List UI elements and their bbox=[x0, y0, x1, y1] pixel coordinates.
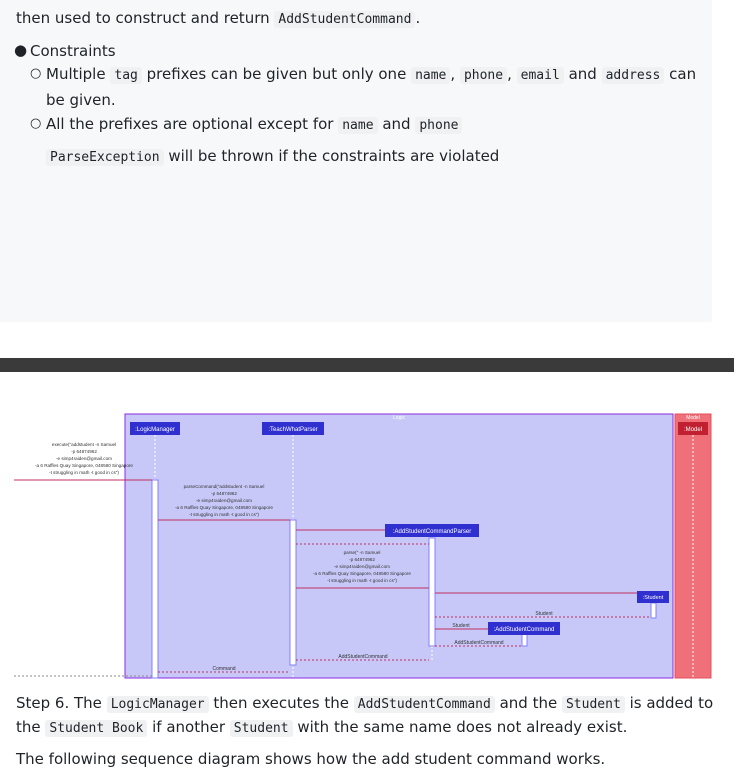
student-label: :Student bbox=[642, 595, 664, 601]
message-line: -e simp4raiden@gmail.com bbox=[334, 564, 390, 569]
text: then executes the bbox=[213, 694, 349, 712]
message-line: -a 6 Raffles Quay Singapore, 048580 Singapore bbox=[35, 463, 133, 468]
message-line: -p 64874962 bbox=[211, 491, 237, 496]
inline-code: name bbox=[411, 67, 450, 84]
text: then used to construct and return bbox=[16, 9, 270, 27]
text: prefixes can be given but only one bbox=[146, 65, 407, 83]
text: All the prefixes are optional except for bbox=[46, 115, 334, 133]
text: with the same name does not already exist. bbox=[297, 718, 628, 736]
logic-manager-label: :LogicManager bbox=[135, 427, 175, 433]
inline-code: tag bbox=[110, 67, 141, 84]
student-return-label: Student bbox=[535, 611, 553, 617]
circle-bullet-icon: ○ bbox=[30, 116, 42, 131]
parse-return-label: AddStudentCommand bbox=[338, 654, 388, 660]
bullet-icon: ● bbox=[14, 41, 28, 59]
teach-parser-activation bbox=[290, 520, 296, 665]
model-frame bbox=[675, 414, 711, 678]
text: can bbox=[669, 65, 697, 83]
message-line: -e simp4raiden@gmail.com bbox=[56, 456, 112, 461]
text: Multiple bbox=[46, 65, 106, 83]
create-command-label: Student bbox=[452, 623, 470, 629]
step-6-line-2 bbox=[16, 718, 627, 736]
constraint-item-2 bbox=[46, 115, 462, 133]
logic-frame-label: Logic bbox=[393, 415, 405, 421]
circle-bullet-icon: ○ bbox=[30, 66, 42, 81]
section-divider bbox=[0, 358, 734, 372]
text: will be thrown if the constraints are violated bbox=[168, 147, 500, 165]
student-activation bbox=[651, 603, 656, 618]
message-line: execute("addstudent -n Samuel bbox=[51, 442, 117, 447]
message-line: -a 6 Raffles Quay Singapore, 048580 Singapore bbox=[175, 505, 273, 510]
text: , bbox=[507, 65, 512, 83]
text: and bbox=[382, 115, 411, 133]
following-diagram-note: The following sequence diagram shows how the add student command works. bbox=[16, 750, 606, 768]
text: , bbox=[450, 65, 456, 83]
teach-parser-label: :TeachWhatParser bbox=[268, 427, 318, 433]
add-parser-activation bbox=[429, 538, 435, 646]
inline-code: Student Book bbox=[45, 720, 147, 737]
message-line: -t struggling in math -t good in cs") bbox=[49, 470, 119, 475]
inline-code: Student bbox=[230, 720, 293, 737]
constraint-item-1-cont: be given. bbox=[46, 91, 116, 109]
inline-code: AddStudentCommand bbox=[274, 11, 415, 28]
inline-code: Student bbox=[562, 696, 625, 713]
inline-code: address bbox=[602, 67, 665, 84]
text: if another bbox=[152, 718, 225, 736]
constraint-item-1 bbox=[46, 65, 696, 83]
message-line: -p 64874962 bbox=[71, 449, 97, 454]
step-6-line-1 bbox=[16, 694, 713, 712]
message-line: parseCommand("addstudent -n Samuel bbox=[183, 484, 265, 489]
message-line: -a 6 Raffles Quay Singapore, 048580 Singapore bbox=[313, 571, 411, 576]
document-top-section bbox=[0, 0, 712, 322]
text-line-construct bbox=[16, 9, 420, 27]
add-command-label: :AddStudentCommand bbox=[493, 627, 555, 633]
model-frame-label: Model bbox=[686, 415, 700, 421]
sequence-diagram bbox=[0, 410, 734, 680]
logic-manager-activation bbox=[152, 480, 158, 678]
inline-code: email bbox=[517, 67, 564, 84]
text: the bbox=[16, 718, 41, 736]
logic-frame bbox=[125, 414, 673, 678]
text: is added to bbox=[629, 694, 714, 712]
message-line: -e simp4raiden@gmail.com bbox=[196, 498, 252, 503]
constraints-label: Constraints bbox=[30, 42, 116, 60]
text: . bbox=[415, 9, 421, 27]
inline-code: name bbox=[338, 117, 377, 134]
message-line: -t struggling in math -t good in cs") bbox=[327, 578, 397, 583]
message-line: -p 64874962 bbox=[349, 557, 375, 562]
inline-code: LogicManager bbox=[107, 696, 209, 713]
command-return-label: AddStudentCommand bbox=[454, 640, 504, 646]
text: Step 6. The bbox=[16, 694, 102, 712]
inline-code: phone bbox=[415, 117, 462, 134]
inline-code: phone bbox=[460, 67, 507, 84]
parse-command-return-label: Command bbox=[212, 666, 236, 672]
message-line: -t struggling in math -t good in cs") bbox=[189, 512, 259, 517]
exception-note bbox=[46, 147, 499, 165]
message-line: parse(" -n Samuel bbox=[343, 550, 381, 555]
inline-code: ParseException bbox=[46, 149, 164, 166]
execute-message bbox=[35, 442, 133, 475]
add-parser-label: :AddStudentCommandParser bbox=[392, 529, 472, 535]
text: and bbox=[568, 65, 597, 83]
text: and the bbox=[499, 694, 558, 712]
inline-code: AddStudentCommand bbox=[354, 696, 495, 713]
model-label: :Model bbox=[683, 427, 703, 433]
